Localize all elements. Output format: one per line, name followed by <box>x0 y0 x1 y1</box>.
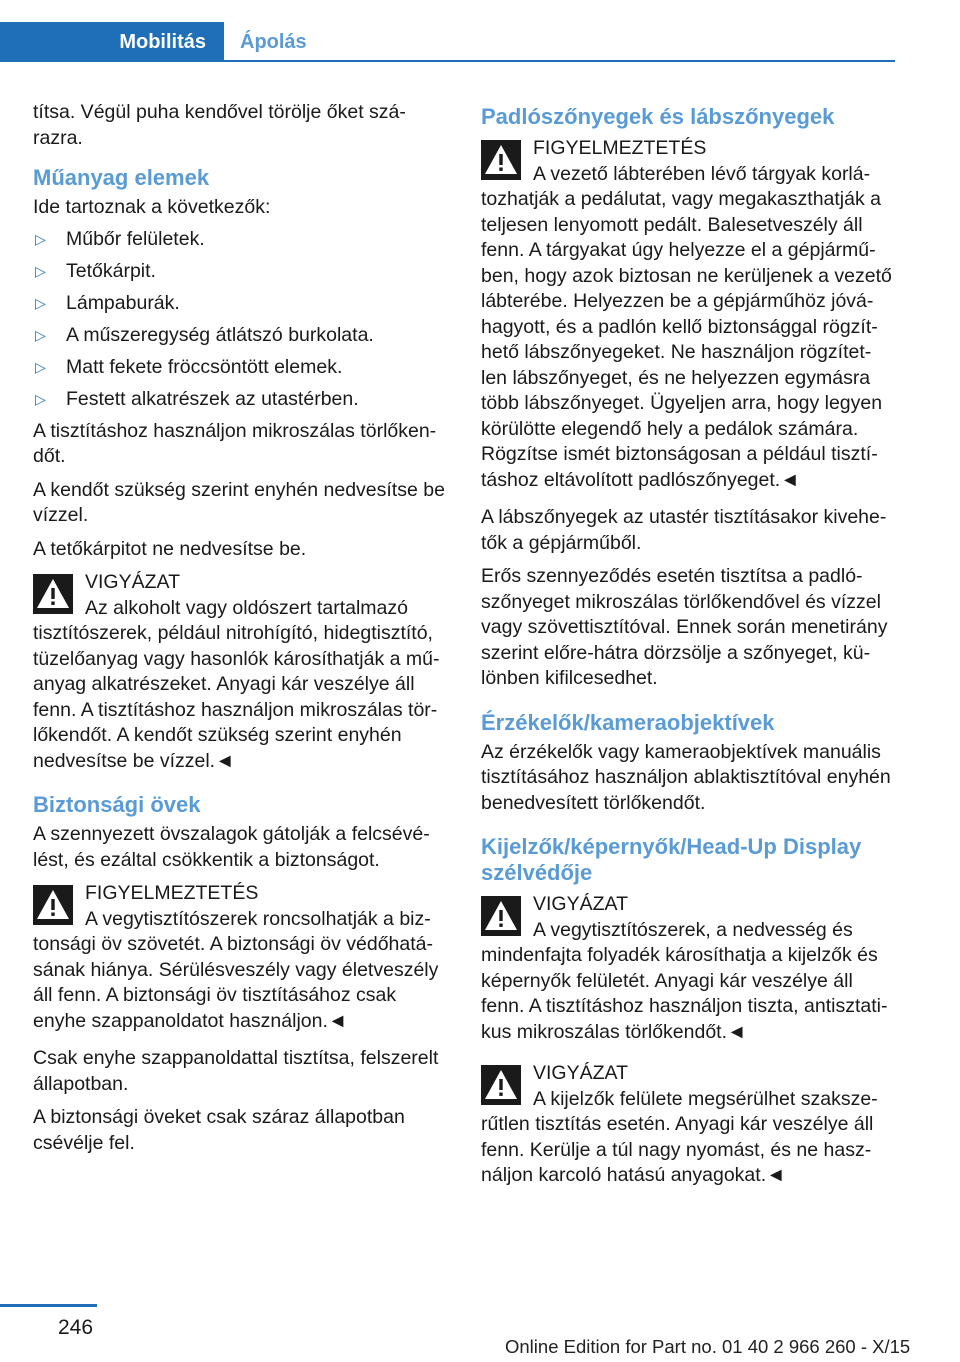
warning-body: tonsági öv szövetét. A biztonsági öv védőhatá-sának hiánya. Sérülésveszély vagy életveszély áll fenn. A biztonsági öv tisztításához csak enyhe szappanoldatot használjon.◄ <box>33 933 439 1032</box>
list-item: ▷ Műbőr felületek. <box>33 227 445 253</box>
warning-lead: A vegytisztítószerek roncsolhatják a biz- <box>85 907 431 930</box>
warning-title: VIGYÁZAT <box>533 1062 628 1084</box>
paragraph: A szennyezett övszalagok gátolják a felcsévé-lést, és ezáltal csökkentik a biztonságot. <box>33 823 430 871</box>
paragraph: Az érzékelők vagy kameraobjektívek manuális tisztításához használjon ablaktisztítóval enyhén benedvesített törlőkendőt. <box>481 740 891 814</box>
warning-box <box>33 570 445 774</box>
warning-title: FIGYELMEZTETÉS <box>85 882 259 904</box>
warning-triangle-icon <box>33 885 73 925</box>
left-column <box>33 100 445 1164</box>
intro-paragraph: títsa. Végül puha kendővel törölje őket szá-razra. <box>33 101 406 149</box>
paragraph: Csak enyhe szappanoldattal tisztítsa, felszerelt állapotban. <box>33 1047 439 1095</box>
section-heading-plastics: Műanyag elemek <box>33 165 210 190</box>
list-item: ▷ Tetőkárpit. <box>33 259 445 285</box>
footer-divider <box>0 1304 97 1307</box>
triangle-bullet-icon: ▷ <box>35 294 46 311</box>
tab-mobilitas[interactable]: Mobilitás <box>0 22 224 62</box>
section-heading-belts: Biztonsági övek <box>33 792 201 817</box>
warning-body: tisztítószerek, például nitrohígító, hidegtisztító, tüzelőanyag vagy hasonlók károsíthatják a mű-anyag alkatrészeket. Anyagi kár veszélye áll fenn. A tisztításhoz használjon mikroszálas tör-lőkendőt. A kendőt szükség szerint enyhén nedvesítse be vízzel.◄ <box>33 622 440 772</box>
triangle-bullet-icon: ▷ <box>35 390 46 407</box>
paragraph: A tisztításhoz használjon mikroszálas törlőken-dőt. <box>33 419 437 467</box>
section-heading-displays: Kijelzők/képernyők/Head-Up Display szélvédője <box>481 834 862 885</box>
warning-triangle-icon <box>33 574 73 614</box>
plastics-list <box>33 227 445 413</box>
page-number: 246 <box>58 1316 94 1339</box>
triangle-bullet-icon: ▷ <box>35 358 46 375</box>
header <box>0 0 895 62</box>
warning-body: tozhatják a pedálutat, vagy megakaszthatják a teljesen lenyomott pedált. Balesetveszély áll fenn. A tárgyakat úgy helyezze el a gépjármű-ben, hogy azok biztosan ne kerüljenek a vezető lábterébe. Helyezzen be a gépjárműhöz jóvá-hagyott, és a padlón kellő biztonsággal rögzít-hető lábszőnyegeket. Ne használjon rögzítet-len lábszőnyeget, és ne helyezzen egymásra több lábszőnyeget. Ügyeljen arra, hogy legyen körülötte elegendő hely a pedálok számára. Rögzítse ismét biztonságosan a például tisztí-táshoz eltávolított padlószőnyeget.◄ <box>481 188 892 491</box>
triangle-bullet-icon: ▷ <box>35 326 46 343</box>
warning-triangle-icon <box>481 896 521 936</box>
list-item: ▷ A műszeregység átlátszó burkolata. <box>33 323 445 349</box>
tab-apolas[interactable]: Ápolás <box>240 30 307 53</box>
section-heading-mats: Padlószőnyegek és lábszőnyegek <box>481 104 835 129</box>
warning-box <box>481 1061 895 1189</box>
triangle-bullet-icon: ▷ <box>35 262 46 279</box>
warning-lead: A kijelzők felülete megsérülhet szaksze- <box>533 1087 878 1110</box>
warning-body: rűtlen tisztítás esetén. Anyagi kár veszélye áll fenn. Kerülje a túl nagy nyomást, és ne hasz-náljon karcoló hatású anyagokat.◄ <box>481 1113 874 1186</box>
warning-triangle-icon <box>481 140 521 180</box>
list-item: ▷ Festett alkatrészek az utastérben. <box>33 387 445 413</box>
warning-title: VIGYÁZAT <box>85 571 180 593</box>
warning-title: VIGYÁZAT <box>533 893 628 915</box>
section-heading-sensors: Érzékelők/kameraobjektívek <box>481 709 775 735</box>
paragraph: A lábszőnyegek az utastér tisztításakor kivehe-tők a gépjárműből. <box>481 506 887 554</box>
warning-box <box>481 136 895 493</box>
plastics-lead: Ide tartoznak a következők: <box>33 196 271 218</box>
paragraph: Erős szennyeződés esetén tisztítsa a padló-szőnyeget mikroszálas törlőkendővel és vízzel vagy szövettisztítóval. Ennek során menetirány szerint előre-hátra dörzsölje a szőnyeget, kü-lönben kifilcesedhet. <box>481 565 888 689</box>
warning-lead: A vegytisztítószerek, a nedvesség és <box>533 918 853 941</box>
header-divider <box>224 60 895 62</box>
list-item: ▷ Lámpaburák. <box>33 291 445 317</box>
warning-triangle-icon <box>481 1065 521 1105</box>
warning-lead: Az alkoholt vagy oldószert tartalmazó <box>85 596 408 619</box>
list-item: ▷ Matt fekete fröccsöntött elemek. <box>33 355 445 381</box>
warning-title: FIGYELMEZTETÉS <box>533 137 707 159</box>
warning-body: mindenfajta folyadék károsíthatja a kijelzők és képernyők felületét. Anyagi kár veszélye áll fenn. A tisztításhoz használjon tiszta, antisztati-kus mikroszálas törlőkendőt.◄ <box>481 944 888 1043</box>
right-column <box>481 100 895 1197</box>
triangle-bullet-icon: ▷ <box>35 230 46 247</box>
edition-note: Online Edition for Part no. 01 40 2 966 260 - X/15 <box>505 1336 911 1357</box>
paragraph: A tetőkárpitot ne nedvesítse be. <box>33 537 307 560</box>
paragraph: A biztonsági öveket csak száraz állapotban csévélje fel. <box>33 1106 405 1154</box>
warning-lead: A vezető lábterében lévő tárgyak korlá- <box>533 162 871 185</box>
paragraph: A kendőt szükség szerint enyhén nedvesítse be vízzel. <box>33 478 445 526</box>
warning-box <box>481 892 895 1045</box>
warning-box <box>33 881 445 1034</box>
